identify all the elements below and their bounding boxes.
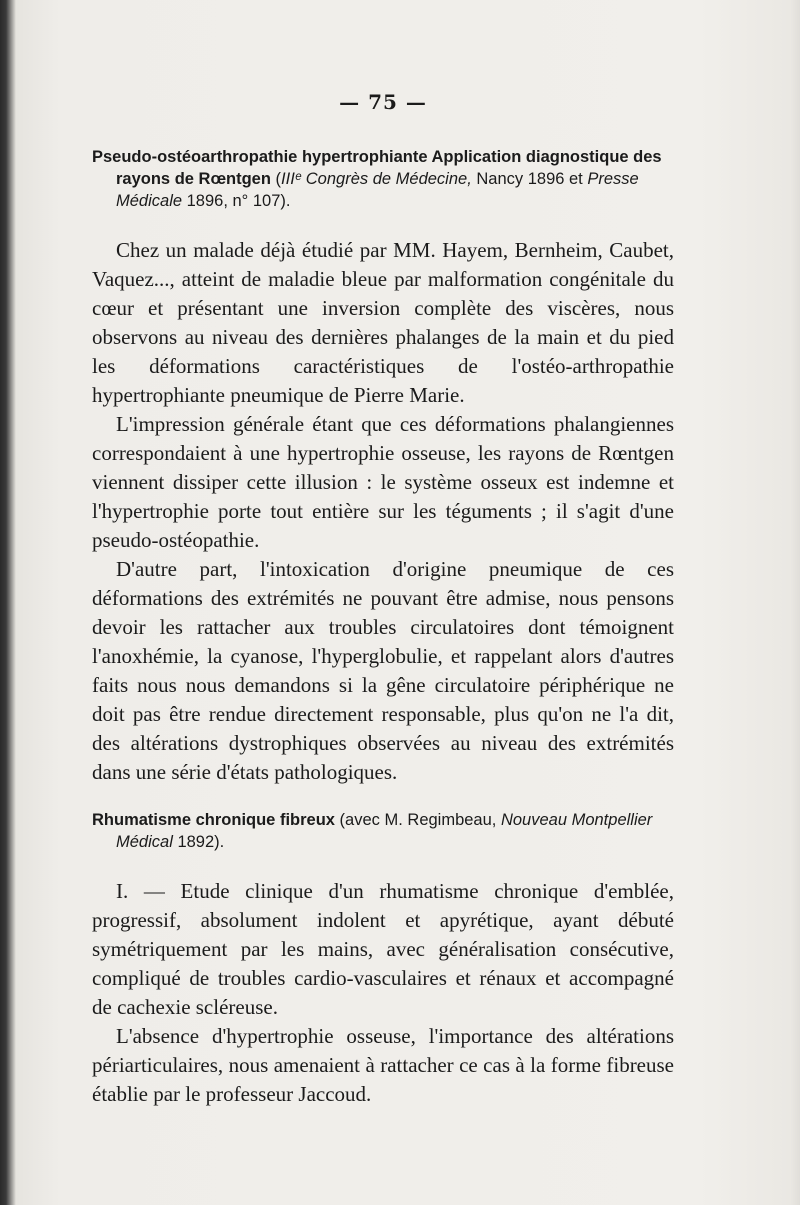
paragraph-1: Chez un malade déjà étudié par MM. Hayem, Bernheim, Caubet, Vaquez..., atteint de maladie bleue par malformation congénitale du cœur et présentant une inversion complète des viscères, nous observons au niveau des dernières phalanges de la main et du pied les déformations caractéristiques de l'ostéo-arthropathie hypertrophiante pneumique de Pierre Marie. [92, 238, 674, 407]
reference-1-place: Nancy 1896 et [471, 170, 588, 188]
reference-1-venue: IIIᵉ Congrès de Médecine, [281, 170, 472, 188]
paragraph-2: L'impression générale étant que ces déformations phalangiennes correspondaient à une hypertrophie osseuse, les rayons de Rœntgen viennent dissiper cette illusion : le système osseux est indemne et l'hypertrophie porte tout entière sur les téguments ; il s'agit d'une pseudo-ostéopathie. [92, 412, 674, 552]
reference-1-tail: 1896, n° 107). [182, 192, 291, 210]
reference-2 [92, 809, 674, 853]
reference-1-title: Pseudo-ostéoarthropathie hypertrophiante Application diagnostique des rayons de Rœntgen [92, 148, 662, 188]
reference-2-tail: 1892). [172, 833, 225, 851]
reference-2-title: Rhumatisme chronique fibreux [92, 811, 335, 829]
page-number: — 75 — [339, 90, 427, 114]
reference-2-author: (avec M. Regimbeau, [334, 811, 501, 829]
document-page [92, 90, 674, 1109]
paragraph-5: L'absence d'hypertrophie osseuse, l'importance des altérations périarticulaires, nous amenaient à rattacher ce cas à la forme fibreuse établie par le professeur Jaccoud. [92, 1024, 674, 1106]
reference-1: Pseudo-ostéoarthropathie hypertrophiante Application diagnostique des rayons de Rœntgen (IIIᵉ Congrès de Médecine, Nancy 1896 et Presse Médicale 1896, n° 107). [92, 148, 662, 210]
paragraph-4: I. — Etude clinique d'un rhumatisme chronique d'emblée, progressif, absolument indolent et apyrétique, ayant débuté symétriquement par les mains, avec généralisation consécutive, compliqué de troubles cardio-vasculaires et rénaux et accompagné de cachexie scléreuse. [92, 879, 674, 1019]
reference-1-journal: Presse Médicale [116, 170, 639, 210]
reference-2-venue: Nouveau Montpellier Médical [116, 811, 653, 851]
paragraph-3: D'autre part, l'intoxication d'origine pneumique de ces déformations des extrémités ne pouvant être admise, nous pensons devoir les rattacher aux troubles circulatoires dont témoignent l'anoxhémie, la cyanose, l'hyperglobulie, et rappelant alors d'autres faits nous nous demandons si la gêne circulatoire périphérique ne doit pas être rendue directement responsable, plus qu'on ne l'a dit, des altérations dystrophiques observées au niveau des extrémités dans une série d'états pathologiques. [92, 557, 674, 784]
